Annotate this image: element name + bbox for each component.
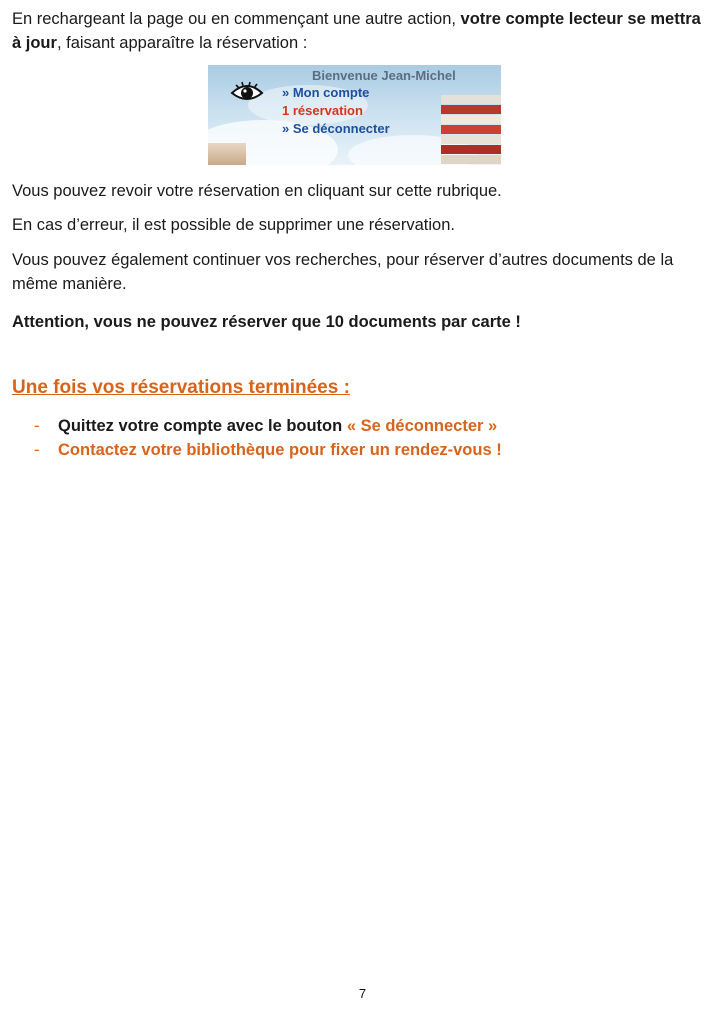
- bullet-dash: -: [34, 417, 40, 435]
- welcome-text: Bienvenue Jean-Michel: [312, 68, 456, 83]
- paragraph-review: Vous pouvez revoir votre réservation en cliquant sur cette rubrique.: [12, 182, 502, 200]
- intro-bold-text: votre compte lecteur se mettra à jour: [12, 10, 701, 52]
- building-decoration: [208, 143, 246, 165]
- list-item-text: Contactez votre bibliothèque pour fixer un rendez-vous !: [58, 441, 502, 459]
- intro-paragraph: [12, 7, 712, 55]
- list-item: [12, 414, 502, 438]
- list-item: [12, 438, 502, 462]
- account-menu: [282, 84, 390, 138]
- section-heading: Une fois vos réservations terminées :: [12, 377, 350, 398]
- paragraph-continue: Vous pouvez également continuer vos recherches, pour réserver d’autres documents de la même manière.: [12, 251, 674, 293]
- intro-text-end: , faisant apparaître la réservation :: [56, 34, 308, 52]
- logout-highlight: « Se déconnecter »: [346, 417, 498, 435]
- account-screenshot: [208, 65, 501, 165]
- reservation-link[interactable]: 1 réservation: [282, 103, 363, 118]
- paragraph-warning: Attention, vous ne pouvez réserver que 10 documents par carte !: [12, 313, 521, 331]
- logout-link[interactable]: » Se déconnecter: [282, 121, 390, 136]
- books-decoration: [441, 95, 501, 165]
- bullet-dash: -: [34, 441, 40, 459]
- list-item-text: Quittez votre compte avec le bouton « Se déconnecter »: [58, 417, 498, 435]
- paragraph-delete: En cas d’erreur, il est possible de supprimer une réservation.: [12, 216, 455, 234]
- intro-text-start: En rechargeant la page ou en commençant une autre action,: [12, 10, 461, 28]
- instructions-list: [12, 414, 502, 462]
- my-account-link[interactable]: » Mon compte: [282, 85, 370, 100]
- page-number: 7: [358, 986, 367, 1001]
- eye-icon: [230, 79, 264, 105]
